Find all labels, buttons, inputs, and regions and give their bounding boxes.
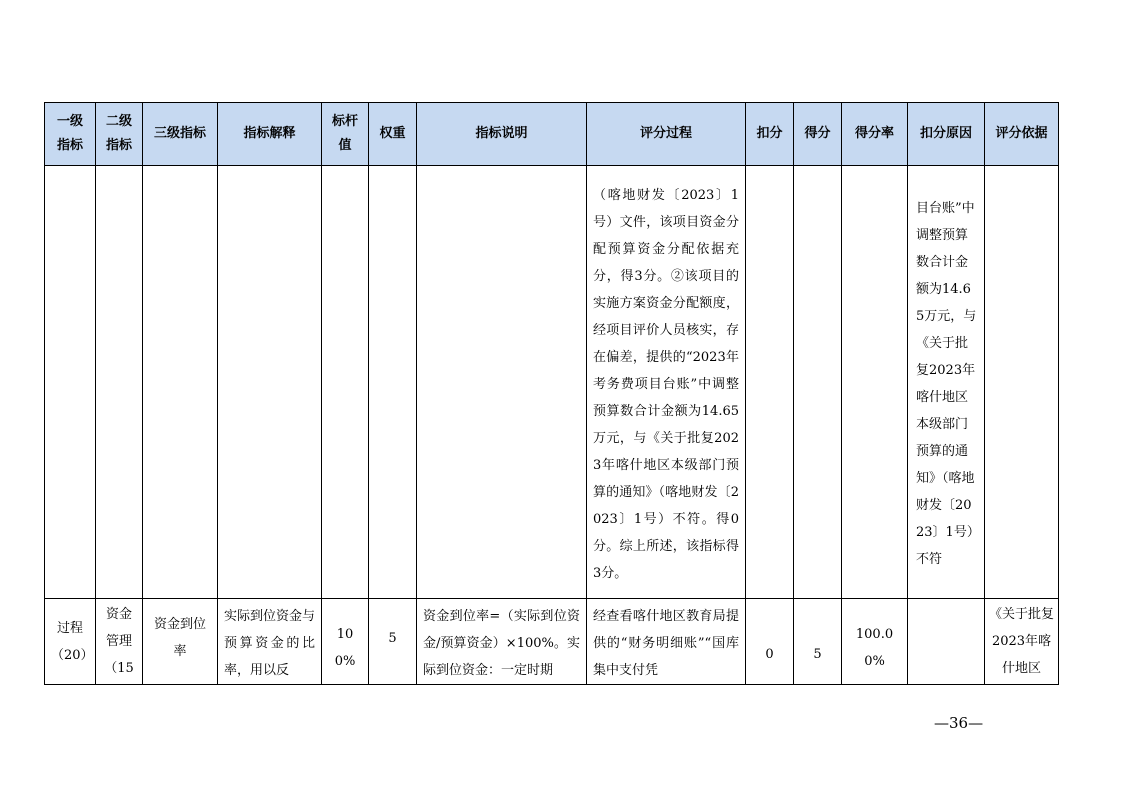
deduction-text: 0 — [765, 647, 774, 662]
header-row — [45, 103, 1059, 166]
score-text: 5 — [813, 647, 822, 662]
header-level3: 三级指标 — [143, 103, 218, 166]
header-score-rate: 得分率 — [842, 103, 908, 166]
description-text: 资金到位率=（实际到位资金/预算资金）×100%。实际到位资金：一定时期 — [423, 609, 580, 678]
description-cell — [417, 599, 587, 685]
benchmark-cell — [322, 599, 369, 685]
scoring-process-text: （喀地财发〔2023〕1号）文件，该项目资金分配预算资金分配依据充分，得3分。②该项目的实施方案资金分配额度，经项目评价人员核实，存在偏差，提供的“2023年考务费项目台账”中调整预算数合计金额为14.65万元，与《关于批复2023年喀什地区本级部门预算的通知》（喀地财发〔2023〕1号）不符。得0分。综上所述，该指标得3分。 — [593, 187, 739, 581]
score-rate-cell — [842, 599, 908, 685]
table-row — [45, 599, 1059, 685]
basis-text: 《关于批复2023年喀什地区 — [989, 607, 1055, 676]
deduction-reason-cell — [908, 166, 985, 599]
explanation-text: 实际到位资金与预算资金的比率，用以反 — [224, 609, 316, 678]
deduction-cell — [746, 599, 794, 685]
scoring-process-cell — [587, 166, 746, 599]
level2-text: 资金管理（15 — [104, 607, 134, 676]
level2-cell — [96, 599, 143, 685]
deduction-reason-text — [908, 640, 984, 644]
header-weight: 权重 — [369, 103, 417, 166]
level3-text: 资金到位率 — [153, 617, 206, 659]
weight-cell — [369, 599, 417, 685]
header-score: 得分 — [794, 103, 842, 166]
benchmark-text: 100% — [334, 626, 356, 669]
deduction-reason-cell — [908, 599, 985, 685]
level1-text: 过程（20） — [51, 620, 94, 663]
header-basis: 评分依据 — [985, 103, 1059, 166]
header-explanation: 指标解释 — [218, 103, 322, 166]
continued-row — [45, 166, 1059, 599]
level3-cell — [143, 599, 218, 685]
score-cell — [794, 599, 842, 685]
basis-cell — [985, 599, 1059, 685]
scoring-process-text: 经查看喀什地区教育局提供的“财务明细账”“国库集中支付凭 — [593, 609, 739, 678]
level1-cell — [45, 599, 96, 685]
header-level2: 二级指标 — [96, 103, 143, 166]
explanation-cell — [218, 599, 322, 685]
header-scoring-process: 评分过程 — [587, 103, 746, 166]
evaluation-table — [44, 102, 1059, 685]
score-rate-text: 100.00% — [855, 626, 894, 669]
header-benchmark: 标杆值 — [322, 103, 369, 166]
deduction-reason-text: 目台账”中调整预算数合计金额为14.65万元，与《关于批复2023年喀什地区本级部门预算的通知》（喀地财发〔2023〕1号）不符 — [916, 201, 977, 567]
weight-text: 5 — [388, 631, 397, 646]
header-description: 指标说明 — [417, 103, 587, 166]
page-number: —36— — [934, 714, 984, 732]
header-level1: 一级指标 — [45, 103, 96, 166]
scoring-process-cell — [587, 599, 746, 685]
header-deduction-reason: 扣分原因 — [908, 103, 985, 166]
header-deduction: 扣分 — [746, 103, 794, 166]
